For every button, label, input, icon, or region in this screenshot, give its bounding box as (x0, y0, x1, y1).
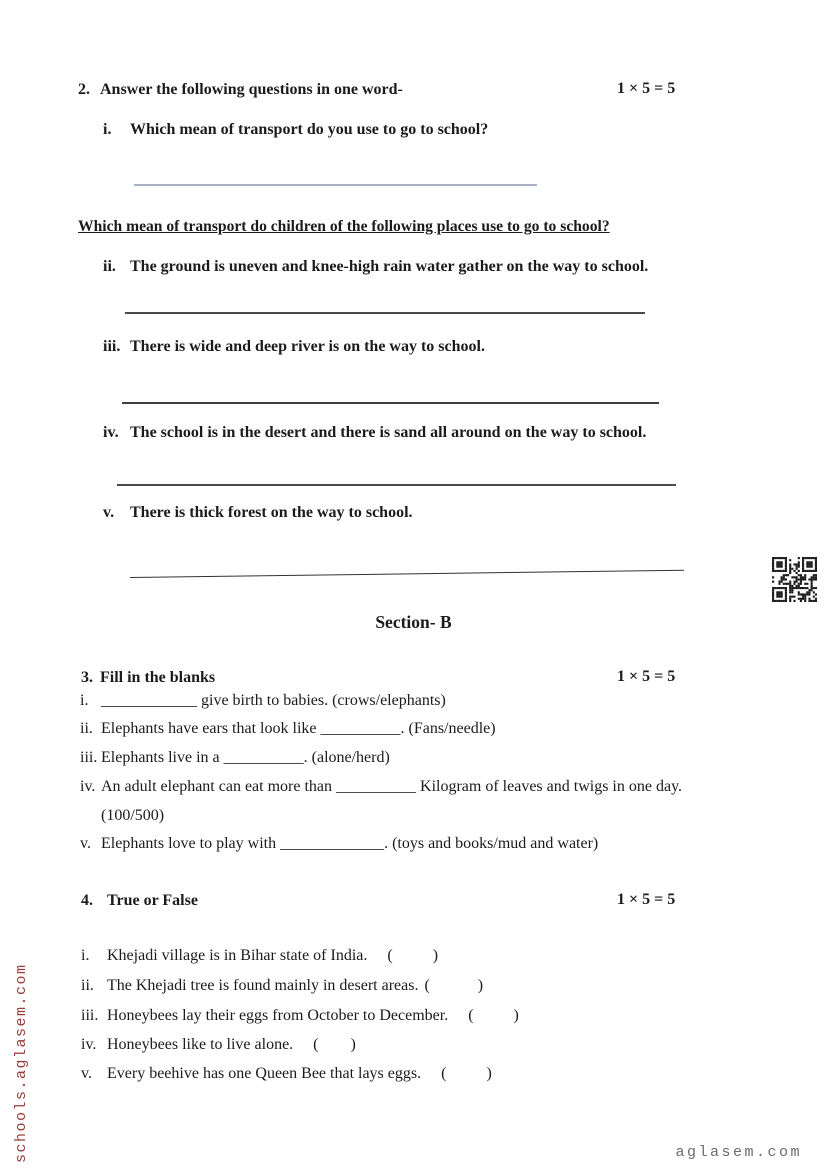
answer-bracket: ( ) (424, 977, 484, 994)
item-number: v. (80, 835, 91, 852)
item-text: The Khejadi tree is found mainly in desert areas. (107, 977, 419, 994)
answer-blank-line (117, 484, 676, 486)
answer-blank-line-slanted (130, 570, 684, 578)
section-b-heading: Section- B (375, 612, 452, 632)
q3-item-ii (80, 719, 496, 739)
item-text: Elephants love to play with _____________. (toys and books/mud and water) (101, 835, 599, 852)
item-text: There is wide and deep river is on the way to school. (130, 338, 485, 355)
question-number: 3. (81, 669, 93, 686)
item-number: v. (81, 1065, 92, 1082)
q4-item-v (81, 1064, 492, 1084)
question-4-header (81, 891, 198, 911)
q4-item-iii (81, 1006, 519, 1026)
item-number: v. (103, 504, 115, 521)
answer-blank-line (134, 184, 537, 186)
item-number: iv. (80, 778, 96, 795)
q3-item-v (80, 834, 598, 854)
marks-q3: 1 × 5 = 5 (617, 668, 676, 685)
watermark-bottom-right: aglasem.com (675, 1144, 802, 1161)
answer-bracket: ( ) (441, 1065, 492, 1082)
q4-item-i (81, 946, 438, 966)
item-number: i. (80, 692, 89, 709)
item-text: The school is in the desert and there is sand all around on the way to school. (130, 424, 647, 441)
item-number: ii. (81, 977, 94, 994)
q3-item-i (80, 691, 446, 711)
item-text: Elephants live in a __________. (alone/herd) (101, 749, 390, 766)
item-text: An adult elephant can eat more than __________ Kilogram of leaves and twigs in one day. (101, 778, 683, 795)
item-text: Khejadi village is in Bihar state of India. (107, 947, 368, 964)
item-number: iii. (81, 1007, 99, 1024)
q2-item-ii (103, 257, 648, 277)
qr-code (772, 557, 817, 602)
item-text: There is thick forest on the way to school. (130, 504, 413, 521)
q3-item-iii (80, 748, 390, 768)
item-text: Honeybees like to live alone. (107, 1036, 294, 1053)
question-number: 4. (81, 892, 93, 909)
answer-blank-line (125, 312, 645, 314)
item-text: Honeybees lay their eggs from October to December. (107, 1007, 449, 1024)
q2-item-v (103, 503, 413, 523)
marks-q4: 1 × 5 = 5 (617, 891, 676, 908)
q4-item-ii (81, 976, 483, 996)
item-number: iv. (81, 1036, 97, 1053)
item-text: ____________ give birth to babies. (crows/elephants) (101, 692, 446, 709)
q2-item-iii (103, 337, 485, 357)
answer-bracket: ( ) (313, 1036, 356, 1053)
q2-item-iv (103, 423, 646, 443)
item-text: The ground is uneven and knee-high rain water gather on the way to school. (130, 258, 649, 275)
question-number: 2. (78, 81, 90, 98)
question-title: True or False (107, 892, 198, 909)
marks-q2: 1 × 5 = 5 (617, 80, 676, 97)
q4-item-iv (81, 1035, 356, 1055)
item-number: iii. (80, 749, 98, 766)
answer-blank-line (122, 402, 659, 404)
question-title: Fill in the blanks (100, 669, 216, 686)
item-number: i. (103, 121, 112, 138)
item-text: Every beehive has one Queen Bee that lays eggs. (107, 1065, 422, 1082)
watermark-left-vertical: schools.aglasem.com (13, 963, 30, 1163)
item-number: ii. (103, 258, 116, 275)
item-text: Which mean of transport do you use to go to school? (130, 121, 489, 138)
answer-bracket: ( ) (468, 1007, 519, 1024)
q2-item-i (103, 120, 488, 140)
question-3-header (81, 668, 215, 688)
answer-bracket: ( ) (387, 947, 439, 964)
item-text: Elephants have ears that look like __________. (Fans/needle) (101, 720, 496, 737)
item-number: iii. (103, 338, 121, 355)
q3-item-iv (80, 777, 682, 797)
q3-item-iv-line2: (100/500) (101, 807, 165, 824)
item-number: iv. (103, 424, 119, 441)
item-number: ii. (80, 720, 93, 737)
q2-subheading: Which mean of transport do children of the following places use to go to school? (78, 218, 610, 235)
question-title: Answer the following questions in one word- (100, 81, 403, 98)
question-2-header (78, 80, 403, 100)
item-number: i. (81, 947, 90, 964)
